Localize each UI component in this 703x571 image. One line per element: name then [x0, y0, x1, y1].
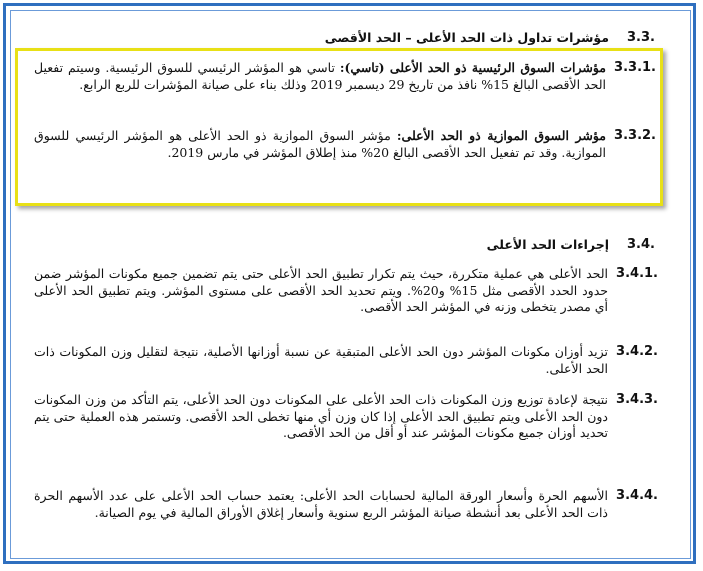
item-number: 3.4.1.	[616, 266, 658, 281]
item-text: الأسهم الحرة وأسعار الورقة المالية لحسابات الحد الأعلى: يعتمد حساب الحد الأعلى على عدد الأسهم الحرة ذات الحد الأعلى بعد أنشطة صيانة المؤشر الربع سنوية وأسعار إغلاق الأوراق المالية في يوم الصيانة.	[34, 488, 608, 520]
list-item-3-4-2	[34, 344, 658, 377]
section-heading-3-4	[487, 237, 655, 252]
item-lead: مؤشرات السوق الرئيسية ذو الحد الأعلى (تاسي):	[339, 60, 606, 75]
item-text: تزيد أوزان مكونات المؤشر دون الحد الأعلى المتبقية عن نسبة أوزانها الأصلية، نتيجة لتقليل وزن المكونات ذات الحد الأعلى.	[34, 344, 608, 376]
item-text: الحد الأعلى هي عملية متكررة، حيث يتم تكرار تطبيق الحد الأعلى حتى يتم تضمين جميع مكونات المؤشر ضمن حدود الحدد الأقصى مثل 15% و20%. ويتم تحديد الحد الأقصى على مستوى المؤشر. ويتم تطبيق الحد الأعلى أي مصدر يتخطى وزنه في المؤشر الحد الأقصى.	[34, 266, 608, 314]
list-item-3-4-4	[34, 488, 658, 521]
list-item-3-4-1	[34, 266, 658, 316]
section-number: .3.4	[627, 237, 655, 252]
item-number: 3.4.3.	[616, 392, 658, 407]
list-item-3-3-2	[34, 128, 656, 161]
section-number: .3.3	[627, 30, 655, 45]
item-text: تاسي هو المؤشر الرئيسي للسوق الرئيسية. وسيتم تفعيل الحد الأقصى البالغ 15% نافذ من تاريخ 29 ديسمبر 2019 وذلك بناء على صيانة المؤشرات للربع الرابع.	[34, 60, 606, 92]
list-item-3-4-3	[34, 392, 658, 442]
item-number: 3.3.1.	[614, 60, 656, 75]
list-item-3-3-1	[34, 60, 656, 93]
section-title: مؤشرات تداول ذات الحد الأعلى – الحد الأقصى	[324, 30, 610, 45]
item-number: 3.3.2.	[614, 128, 656, 143]
section-title: إجراءات الحد الأعلى	[486, 237, 610, 252]
item-number: 3.4.2.	[616, 344, 658, 359]
item-text: نتيجة لإعادة توزيع وزن المكونات ذات الحد الأعلى على المكونات دون الحد الأعلى، يتم التأكد من وزن المكونات دون الحد الأعلى ويتم تطبيق الحد الأعلى إذا كان وزن أي منها تخطى الحد الأقصى. وتستمر هذه العملية حتى يتم تحديد أوزان جميع مكونات المؤشر عند أو أقل من الحد الأقصى.	[34, 392, 608, 440]
item-lead: مؤشر السوق الموازية ذو الحد الأعلى:	[396, 128, 606, 143]
item-text: مؤشر السوق الموازية ذو الحد الأعلى هو المؤشر الرئيسي للسوق الموازية. وقد تم تفعيل الحد الأقصى البالغ 20% منذ إطلاق المؤشر في مارس 2019.	[34, 128, 606, 160]
section-heading-3-3	[325, 30, 655, 45]
item-number: 3.4.4.	[616, 488, 658, 503]
